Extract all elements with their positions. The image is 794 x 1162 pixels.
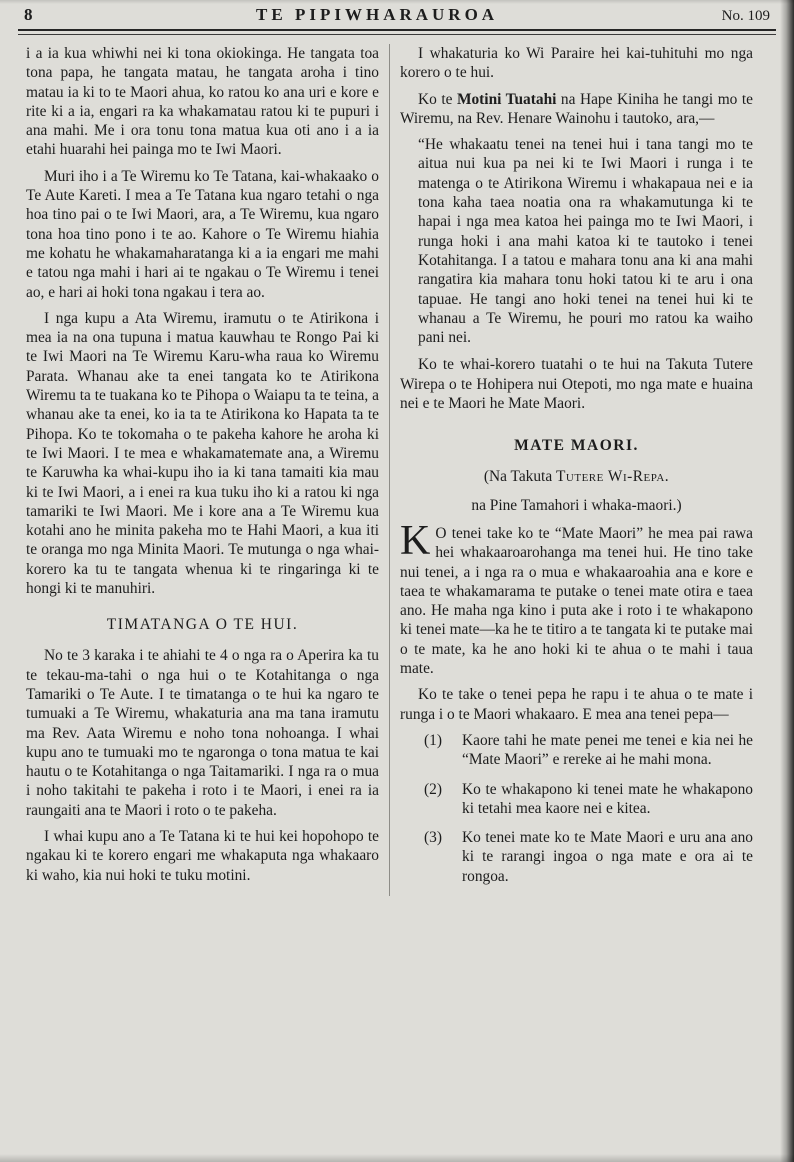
paragraph: Ko te take o tenei pepa he rapu i te ahua o te mate i runga i o te Maori whakaaro. E mea ana tenei pepa— — [400, 686, 753, 723]
right-column — [400, 44, 753, 896]
section-heading-mate-maori: MATE MAORI. — [514, 437, 639, 455]
paragraph: I whai kupu ano a Te Tatana ki te hui kei hopohopo te ngakau ki te korero engari me whakaputa nga whakaaro ki waho, kia nui hoki te tuku motini. — [26, 827, 379, 884]
paragraph-with-dropcap — [400, 517, 753, 678]
section-heading-timatanga: TIMATANGA O TE HUI. — [106, 616, 299, 634]
paragraph: I nga kupu a Ata Wiremu, iramutu o te Atirikona i mea ia na ona tupuna i matua kauwhau te Rongo Pai ki te Iwi Maori na Te Wiremu Karu-wha raua ko Wiremu Parata. Whanau ake ta enei tangata ko te Atirikona Wiremu ta te tuakana ko te Pihopa o Waiapu ta te teina, a whanau ake ta enei, ko ia ta te Atirikona ko Hapata ta te Pihopa. Ko te tokomaha o te pakeha kahore he aroha ki te Iwi Maori. I te mea e whakamatemate ana, a Wiremu te Karuwha ka whai-kupu iho ia ki tana tamaiti kia mau ki te Iwi Maori, a i enei ra kua tuku iho ki a ratou ki nga tamariki te Iwi Maori. Me i kore ana a Te Wiremu kua kotahi ano he minita pakeha mo te Hahi Maori, a kua iti te oranga mo nga Minita Maori. Te mutunga o nga whai-korero ka tu te tangata whenua ki te ringaringa ki te hongi ki te manuhiri. — [26, 309, 379, 598]
paragraph-text: O tenei take ko te “Mate Maori” he mea pai rawa hei whakaaroarohanga ma tenei hui. He tino take nui tenei, a i nga ra o mua e whakaaroahia ana e kore e taea te whakamarama te putake o tenei mate otira e taea ano. He maha nga kino i puta ake i roto i te whakapono ki tenei mate—ka he te titiro a te tangata ki te putake mai o te mate, ka he ano hoki ki te ahua o te mahi i taua mate. — [400, 524, 753, 678]
article-columns — [0, 35, 794, 896]
list-text: Ko te whakapono ki tenei mate he whakapono ki tetahi mea kaore nei e kitea. — [462, 780, 753, 817]
left-column — [26, 44, 379, 896]
paragraph: i a ia kua whiwhi nei ki tona okiokinga. He tangata toa tona papa, he tangata matau, he tangata aroha i tino matau ia ki to te Maori ahua, ko ratou ko ana uri e kore e rite ki a ia, engari ra ka whakamatau ratou ki te pupuri i ana mahi. Me i ora tonu tona matua kua oti ano i a ia etahi huarahi hei painga mo te Iwi Maori. — [26, 45, 379, 159]
paragraph-text: na Hape Kiniha he tangi mo te Wiremu, na Rev. Henare Wainohu i tautoko, ara,— — [400, 90, 753, 127]
list-text: Kaore tahi he mate penei me tenei e kia nei he “Mate Maori” e rereke ai he mahi mona. — [462, 731, 753, 769]
author-name: Tutere Wi-Repa. — [556, 468, 670, 486]
attribution-text: (Na Takuta — [483, 468, 557, 486]
list-item — [424, 780, 753, 819]
list-marker: (2) — [424, 780, 442, 798]
column-divider-rule — [389, 44, 390, 896]
list-marker: (3) — [424, 829, 442, 847]
page-header — [0, 0, 794, 25]
list-item — [424, 828, 753, 886]
header-rule-thick — [18, 29, 776, 31]
motion-quote-block: “He whakaatu tenei na tenei hui i tana tangi mo te aitua nui kua pa nei ki te Iwi Maori i runga i te matenga o te Atirikona Wiremu i whakapaua nei e ia tona kaha taea noatia ona ra whakamutunga ki te hapai i nga mea katoa hei painga mo te Iwi Maori, i runga hoki i ana mahi katoa ki te tautoko i tenei Kotahitanga. I a tatou e mahara tonu ana ki ana mahi rangatira kia mahara tonu hoki tatou ki te aru i ona tapuae. He tangi ano hoki tenei na tenei hui ki te whanau a Te Wiremu, he pouri mo ratou ka waiho pani nei. — [418, 136, 753, 347]
paragraph: I whakaturia ko Wi Paraire hei kai-tuhituhi mo nga korero o te hui. — [400, 45, 753, 82]
page-number: 8 — [24, 5, 33, 24]
attribution-line-2: na Pine Tamahori i whaka-maori.) — [471, 496, 682, 514]
dropcap-letter: K — [400, 517, 431, 564]
paragraph: Ko te whai-korero tuatahi o te hui na Takuta Tutere Wirepa o te Hohipera nui Otepoti, mo nga mate e huaina nei e te Maori he Mate Maori. — [400, 356, 753, 413]
issue-number: No. 109 — [721, 8, 770, 24]
list-item — [424, 731, 753, 770]
scan-shadow-bottom — [0, 1154, 794, 1162]
list-text: Ko tenei mate ko te Mate Maori e uru ana ano ki te rarangi ingoa o nga mate e ora ai te rongoa. — [462, 829, 753, 885]
paragraph-text: Ko te — [418, 90, 457, 108]
numbered-list — [424, 731, 753, 886]
paragraph: Muri iho i a Te Wiremu ko Te Tatana, kai-whakaako o Te Aute Kareti. I mea a Te Tatana kua ngaro tetahi o nga hoa tino pai o te Iwi Maori, ara, a Te Wiremu, kua ngaro tona hoa tino pono i te ao. Kahore o Te Wiremu hiahia me kohatu he whakamaharatanga ki a ia engari me mahi e tatou nga mahi i hari ai te ngakau o Te Wiremu i tenei ao, e hari ai hoki tona ngakau i tera ao. — [26, 167, 379, 301]
paragraph — [400, 90, 753, 129]
paragraph: No te 3 karaka i te ahiahi te 4 o nga ra o Aperira ka tu te tekau-ma-tahi o nga hui o te Kotahitanga o nga Tamariki o Te Aute. I te timatanga o te hui ka ngaro te tumuaki a Te Wiremu, whakaturia ana ma tana iramutu ma Rev. Aata Wiremu e noho tona nohoanga. I whai kupu ano te tumuaki mo te ngaronga o tona matua te kai hautu o te Kotahitanga o nga Taitamariki. I nga ra o mua i noho takitahi te pakeha i roto i te Maori, i enei ra ia raungaiti ana te Maori i roto o te pakeha. — [26, 647, 379, 819]
list-marker: (1) — [424, 731, 442, 749]
attribution-line-1 — [400, 467, 753, 486]
motion-title-bold: Motini Tuatahi — [456, 90, 557, 108]
masthead-title: TE PIPIWHARAUROA — [256, 5, 499, 24]
